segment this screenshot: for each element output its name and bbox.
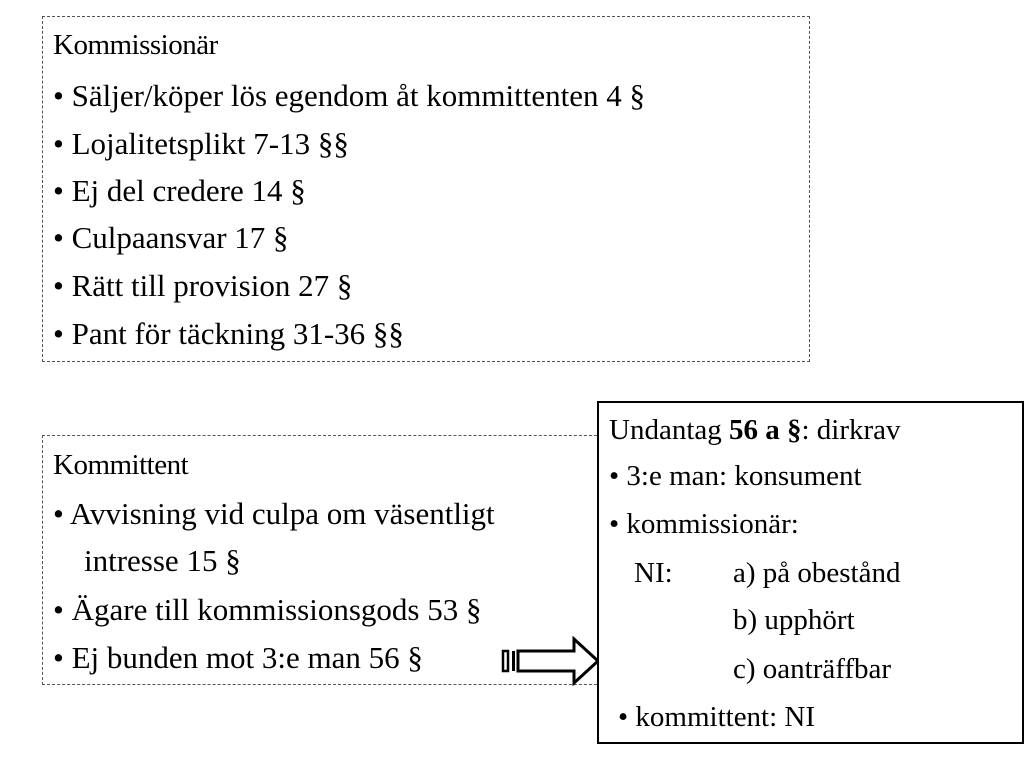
- undantag-sub-item: c) oanträffbar: [733, 653, 892, 685]
- kommissionar-item: • Ej del credere 14 §: [53, 173, 306, 208]
- right-arrow-icon: [498, 636, 602, 686]
- kommissionar-item: • Lojalitetsplikt 7-13 §§: [53, 126, 349, 161]
- kommissionar-item: • Säljer/köper lös egendom åt kommittenten 4 §: [53, 78, 645, 113]
- kommissionar-title: Kommissionär: [53, 29, 218, 61]
- undantag-item: • kommissionär:: [609, 508, 799, 540]
- kommissionar-item: • Culpaansvar 17 §: [53, 220, 289, 255]
- kommissionar-item: • Rätt till provision 27 §: [53, 268, 353, 303]
- undantag-item: • kommittent: NI: [618, 701, 816, 733]
- kommittent-item-continuation: intresse 15 §: [84, 543, 241, 578]
- kommittent-title: Kommittent: [53, 449, 189, 481]
- undantag-item: • 3:e man: konsument: [609, 460, 862, 492]
- kommissionar-item: • Pant för täckning 31-36 §§: [53, 316, 404, 351]
- undantag-heading: Undantag 56 a §: dirkrav: [609, 414, 901, 446]
- undantag-ni-label: NI:: [634, 557, 673, 589]
- kommittent-item: • Ägare till kommissionsgods 53 §: [53, 592, 482, 627]
- kommittent-item: • Ej bunden mot 3:e man 56 §: [53, 640, 423, 675]
- kommittent-item: • Avvisning vid culpa om väsentligt: [53, 496, 495, 531]
- undantag-sub-item: a) på obestånd: [733, 557, 901, 589]
- undantag-sub-item: b) upphört: [733, 604, 855, 636]
